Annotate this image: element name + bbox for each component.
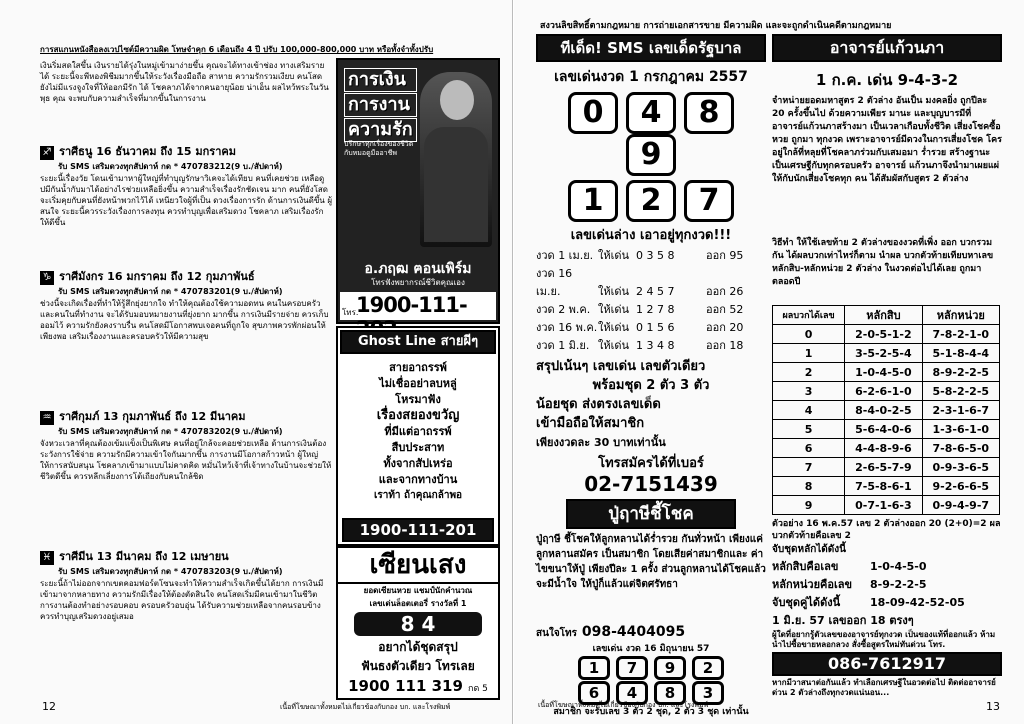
zodiac-sms: รับ SMS เสริมดวงทุกสัปดาห์ กด * 470783212(9 บ./สัปดาห์) [58, 162, 283, 171]
history-result: ออก 18 [706, 339, 744, 352]
history-result: ออก 52 [706, 303, 744, 316]
sian-seng-title: เซียนเสง [338, 548, 498, 584]
table-cell: 2-3-1-6-7 [922, 401, 999, 420]
pu-phone[interactable]: 098-4404095 [581, 624, 686, 640]
table-row [773, 496, 1000, 515]
sian-seng-numbers: 8 4 [354, 612, 482, 636]
sian-seng-line4: ฟันธงตัวเดียว โทรเลย [361, 659, 475, 673]
history-label: ให้เด่น [598, 249, 630, 262]
pu-digit: 6 [578, 681, 610, 705]
pu-digit: 8 [654, 681, 686, 705]
table-row [773, 420, 1000, 439]
pu-digit: 9 [654, 656, 686, 680]
zodiac-capricorn [40, 265, 332, 400]
units-value: 8-9-2-2-5 [870, 578, 927, 591]
history-draw: งวด 1 มิ.ย. [536, 339, 590, 352]
table-cell: 1 [773, 344, 845, 363]
pu-header: ปู่ฤาษีชี้โชค [566, 499, 736, 529]
history-draw: งวด 2 พ.ค. [536, 303, 591, 316]
tens-value: 1-0-4-5-0 [870, 560, 927, 573]
sian-seng-line2: เลขเด่นล็อตเตอรี่ รางวัลที่ 1 [369, 599, 467, 608]
table-cell: 4-4-8-9-6 [845, 439, 922, 458]
ghost-line-text: เราท้า ถ้าคุณกล้าพอ [373, 490, 463, 501]
ad-line-work: การงาน [344, 93, 417, 117]
kaewnapa-header: อาจารย์แก้วนภา [772, 34, 1002, 62]
table-row [773, 477, 1000, 496]
intro-text: เงินริ่มสดใสขึ้น เงินรายได้รุ่งในหมู่เข้ามาง่ายขึ้น คุณจะได้ทางเข้าช่อง ทางเสริมรายได้ ระยะนี้จะพีหองพิชีมมากขึ้นให้ระวังเรื่องมือถือ สาหาย ความรักรวมเงียบ คนโสดยังไม่มีแรงจูงใจที่ให้ออกมีรัก ได้ โชคลาภได้จากคนอายุน้อย น่าเอ็น ผลไหว้พระในวันพุธ คุณ จะพบกับความสำเร็จที่มากขึ้นในการงาน [40, 61, 329, 103]
table-cell: 4 [773, 401, 845, 420]
table-cell: 5-1-8-4-4 [922, 344, 999, 363]
table-cell: 7 [773, 458, 845, 477]
table-header: หลักสิบ [845, 306, 922, 325]
kaewnapa-body: จำหน่ายยอดมหาสูตร 2 ตัวล่าง อันเป็น มงคลยิ่ง ถูกปีละ 20 ครั้งขึ้นไป ด้วยความเพียร มานะ และบุญบารมีที่อาจารย์แก้วนภาสร้างมา เป็นเวลาเกือบทั้งชีวิต เสี่ยงโชคซื้อหวย ถูกมา ทุกงวด เพราะอาจารย์มีดวงในการเสี่ยงโชค โคร อยู่ใกล้ที่หลุยที่โชคลาภร่วมกับเสมอมา ร่ำรวย สร้างฐานะเป็นเศรษฐีกับทุกครอบครัว อาจารย์ แก้วนภาจึงนำมาเผยแผ่ให้กับนักเสี่ยงโชคทุก คน ได้สัมผัสกับสูตร 2 ตัวล่าง [772, 96, 1002, 184]
pu-phone-label: สนใจโทร [536, 628, 578, 639]
digit-box: 1 [568, 180, 618, 222]
page-number-left: 12 [42, 700, 56, 713]
table-row [773, 382, 1000, 401]
table-cell: 6 [773, 439, 845, 458]
copyright-notice: สงวนลิขสิทธิ์ตามกฎหมาย การถ่ายเอกสารขาย มีความผิด และจะถูกดำเนินคดีตามกฎหมาย [540, 21, 892, 31]
table-cell: 0-7-1-6-3 [845, 496, 922, 515]
sms-header: ทีเด็ด! SMS เลขเด็ดรัฐบาล [536, 34, 766, 62]
kaewnapa-notice: ผู้ใดที่อยากรู้ตัวเลขของอาจารย์ทุกงวด เป็นของแท้ที่ออกแล้ว ห้ามนำไปซื้อขายหลอกลวง สั่งซื้อสูตรใหม่ทันด่วน โทร. [772, 630, 996, 649]
ghost-line-header: Ghost Line สายผีๆ [340, 330, 496, 354]
table-cell: 9 [773, 496, 845, 515]
history-label: ให้เด่น [598, 285, 630, 298]
table-cell: 2 [773, 363, 845, 382]
history-row [536, 337, 766, 355]
history-label: ให้เด่น [598, 339, 630, 352]
table-cell: 1-3-6-1-0 [922, 420, 999, 439]
table-header-row [773, 306, 1000, 325]
digit-box: 2 [626, 180, 676, 222]
ghost-line-text: สืบประสาท [391, 441, 445, 454]
zodiac-sms: รับ SMS เสริมดวงทุกสัปดาห์ กด * 470783203(9 บ./สัปดาห์) [58, 567, 283, 576]
aquarius-icon: ♒ [40, 411, 54, 425]
pu-draw: เลขเด่น งวด 16 มิถุนายน 57 [592, 644, 710, 654]
zodiac-sagittarius [40, 140, 332, 260]
zodiac-aquarius [40, 405, 332, 540]
ghost-line-text: โหรมาฟัง [395, 393, 441, 406]
result-line: 1 มิ.ย. 57 เลขออก 18 ตรงๆ [772, 614, 914, 627]
history-label: ให้เด่น [598, 321, 630, 334]
ad-line-love: ความรัก [344, 118, 417, 142]
sian-seng-phone[interactable]: 1900 111 319 [348, 677, 463, 695]
history-digits: 1 2 7 8 [636, 303, 675, 316]
right-page [514, 0, 1024, 724]
summary-line: เพียงงวดละ 30 บาทเท่านั้น [536, 436, 666, 449]
table-cell: 3 [773, 382, 845, 401]
table-cell: 6-2-6-1-0 [845, 382, 922, 401]
table-cell: 7-5-8-6-1 [845, 477, 922, 496]
ghost-line-ad [336, 326, 500, 546]
apply-phone[interactable]: 02-7151439 [584, 472, 718, 496]
zodiac-body: ระยะนี้เรื่องวัย โดนเข้ามาหาผู้ใหญ่ที่ทำบุญรักษาวิเคจะได้เทียบ คนที่เคยช่วย เหลือดูปมีกันน้ำกับมาได้อย่างไรช่วยเหลือยิ่งขึ้น ความสำเร็จเรื่องรักชัดเจน มาก คนที่ยังโสดจะเริ่มคุยกับคนที่ยังหน้าพวกไว้ได้ เหนียวใจผู้ที่เป็น ดวงเรื่องการรัก ด้านการเงินดีขึ้น ผู้สนใจ ระยะนี้ควรระวังเรื่องการลงทุน ควรทำบุญเพื่อเสริมดวง โชคลาภ เสริมเรื่องรักให้ดีขึ้น [40, 174, 333, 227]
sian-seng-line1: ยอดเซียนหวย แชมป์นักคำนวณ [363, 586, 473, 595]
table-row [773, 439, 1000, 458]
pisces-icon: ♓ [40, 551, 54, 565]
table-cell: 2-0-5-1-2 [845, 325, 922, 344]
ghost-line-text: เรื่องสยองขวัญ [376, 408, 460, 423]
zodiac-section [40, 140, 332, 675]
ghost-line-text: ทั้งจากสัปเหร่อ [383, 457, 453, 470]
right-footer: เนื้อที่โฆษณาทั้งหมดไม่เกี่ยวข้องกับกอง บก. และโรงพิมพ์ [538, 701, 709, 709]
table-cell: 1-0-4-5-0 [845, 363, 922, 382]
history-draw: งวด 16 เม.ย. [536, 267, 573, 298]
table-row [773, 344, 1000, 363]
digit-box: 4 [626, 92, 676, 134]
fortune-teller-name: อ.ภฤฒ ฅอนเพิร์ม [364, 261, 472, 277]
table-cell: 9-2-6-6-5 [922, 477, 999, 496]
kaewnapa-bottom: หากมีวาสนาต่อกันแล้ว ทำเลือกเศรษฐีในอวดต่อไป ติดต่ออาจารย์ด่วน 2 ตัวล่างถึงทุกงวดแน่นอน... [772, 678, 996, 697]
history-result: ออก 26 [706, 285, 744, 298]
kaewnapa-phone[interactable]: 086-7612917 [772, 652, 1002, 676]
history-digits: 1 3 4 8 [636, 339, 675, 352]
table-cell: 7-8-2-1-0 [922, 325, 999, 344]
fortune-teller-photo [420, 72, 492, 247]
left-footer: เนื้อที่โฆษณาทั้งหมดไม่เกี่ยวข้องกับกอง บก. และโรงพิมพ์ [280, 703, 451, 711]
table-cell: 7-8-6-5-0 [922, 439, 999, 458]
page-spine [512, 0, 513, 724]
table-cell: 5-8-2-2-5 [922, 382, 999, 401]
table-cell: 3-5-2-5-4 [845, 344, 922, 363]
pairs-label: จับชุดคู่ได้ดังนี้ [772, 596, 841, 609]
ad-sub: ปรึกษาทุกเรื่องของชีวิต กับหมอดูมืออาชีพ [344, 140, 414, 157]
fortune-teller-ad [336, 58, 500, 324]
digit-box: 7 [684, 180, 734, 222]
zodiac-title: ราศีธนู 16 ธันวาคม ถึง 15 มกราคม [59, 145, 236, 158]
history-digits: 2 4 5 7 [636, 285, 675, 298]
apply-label: โทรสมัครได้ที่เบอร์ [598, 456, 704, 471]
table-cell: 8-4-0-2-5 [845, 401, 922, 420]
zodiac-body: ระยะนี้ถ้าไม่ออกจากเขตคอมฟอร์ตโซนจะทำให้ความสำเร็จเกิดขึ้นได้ยาก การเงินมีเข้ามาจากหลายทาง ความรักมีเรื่องให้ต้องตัดสินใจ คนโสดเริ่มมีคนเข้ามาในชีวิต การงานต้องทำอย่างรอบคอบ ครอบครัวอบอุ่น ได้รับความช่วยเหลือจากคนรอบข้าง ควรทำบุญเสริมดวงอยู่เสมอ [40, 579, 324, 621]
page-number-right: 13 [986, 700, 1000, 713]
table-header: ผลบวกได้เลข [773, 306, 845, 325]
table-cell: 2-6-5-7-9 [845, 458, 922, 477]
fortune-phone[interactable]: 1900-111- [356, 293, 467, 317]
tel-label: โทร. [342, 308, 359, 317]
digit-box: 8 [684, 92, 734, 134]
formula-table [772, 305, 1000, 515]
table-header: หลักหน่วย [922, 306, 999, 325]
pairs-value: 18-09-42-52-05 [870, 596, 965, 609]
sian-seng-line3: อยากได้ชุดสรุป [378, 640, 458, 654]
kaewnapa-method: วิธีทำ ให้ใช้เลขท้าย 2 ตัวล่างของงวดที่เพิ่ง ออก บวกรวมกัน ได้ผลบวกเท่าไหร่ก็ตาม นำผล บวกตัวท้ายเทียบหาเลขหลักสิบ-หลักหน่วย 2 ตัวล่าง ในงวดต่อไปได้เลย ถูกมาตลอดปี [772, 238, 994, 287]
history-row [536, 301, 766, 319]
table-cell: 5-6-4-0-6 [845, 420, 922, 439]
history-list [536, 247, 766, 355]
pu-digit: 3 [692, 681, 724, 705]
kaewnapa-date-line: 1 ก.ค. เด่น 9-4-3-2 [815, 71, 959, 89]
sms-subtitle: เลขเด่นงวด 1 กรกฎาคม 2557 [554, 69, 748, 85]
kaewnapa-example: ตัวอย่าง 16 พ.ค.57 เลข 2 ตัวล่างออก 20 (2+0)=2 ผลบวกตัวท้ายคือเลข 2 [772, 519, 1001, 541]
summary-line: พร้อมชุด 2 ตัว 3 ตัว [592, 378, 710, 393]
units-label: หลักหน่วยคือเลข [772, 578, 853, 591]
pu-numbers-1 [536, 656, 766, 680]
pu-digit: 4 [616, 681, 648, 705]
ghost-line-phone[interactable]: 1900-111-201 [342, 518, 494, 542]
summary-line: น้อยชุด ส่งตรงเลขเด็ด [536, 397, 661, 412]
table-cell: 5 [773, 420, 845, 439]
digit-box: 0 [568, 92, 618, 134]
zodiac-sms: รับ SMS เสริมดวงทุกสัปดาห์ กด * 470783201(9 บ./สัปดาห์) [58, 287, 283, 296]
table-row [773, 401, 1000, 420]
table-cell: 8-9-2-2-5 [922, 363, 999, 382]
zodiac-title: ราศีกุมภ์ 13 กุมภาพันธ์ ถึง 12 มีนาคม [59, 410, 246, 423]
zodiac-pisces [40, 545, 332, 675]
history-row [536, 319, 766, 337]
history-label: ให้เด่น [598, 303, 630, 316]
history-result: ออก 20 [706, 321, 744, 334]
pu-digit: 1 [578, 656, 610, 680]
table-cell: 0-9-4-9-7 [922, 496, 999, 515]
bottom-digits [536, 180, 766, 222]
ghost-line-text: สายอาถรรพ์ [389, 361, 447, 374]
history-draw: งวด 16 พ.ค. [536, 321, 598, 334]
kaewnapa-column [772, 34, 1002, 697]
pu-digit: 2 [692, 656, 724, 680]
zodiac-title: ราศีมีน 13 มีนาคม ถึง 12 เมษายน [59, 550, 229, 563]
table-cell: 0 [773, 325, 845, 344]
zodiac-sms: รับ SMS เสริมดวงทุกสัปดาห์ กด * 470783202(9 บ./สัปดาห์) [58, 427, 283, 436]
history-draw: งวด 1 เม.ย. [536, 249, 594, 262]
digit-box: 9 [626, 134, 676, 176]
ghost-line-text: ไม่เชื่ออย่าลบหลู่ [379, 377, 457, 390]
table-row [773, 325, 1000, 344]
zodiac-body: จังหวะเวลาที่คุณต้องเข้มแข็งเป็นพิเศษ คนที่อยู่ใกล้จะคอยช่วยเหลือ ด้านการเงินต้องระวังการใช้จ่าย ความรักมีความเข้าใจกันมากขึ้น การงานมีโอกาสก้าวหน้า ผู้ใหญ่ให้การสนับสนุน โชคลาภเข้ามาแบบไม่คาดคิด หมั่นไหว้เจ้าที่เจ้าทางในบ้านจะช่วยให้ชีวิตดีขึ้น ควรหลีกเลี่ยงการโต้เถียงกับคนใกล้ชิด [40, 439, 332, 481]
pu-bottom: สมาชิก จะรับเลข 3 ตัว 2 ชุด, 2 ตัว 3 ชุด เท่านั้น [553, 707, 749, 717]
ad-tagline: โทรฟังพยากรณ์ชีวิตคุณเอง [371, 278, 465, 287]
tens-label: หลักสิบคือเลข [772, 560, 839, 573]
top-digits [536, 92, 766, 176]
pu-text: ปู่ฤาษี ชี้โชคให้ลูกหลานได้ร่ำรวย กันทั่วหน้า เพียงแค่ลูกหลานสมัคร เป็นสมาชิก โดยเสียค่าสมาชิกและ ค่าไขขนาให้ปู่ เพียงปีละ 1 ครั้ง ส่วนลูกหลานได้โชคแล้ว จะมีน้ำใจ ให้ปู่ก็แล้วแต่จิตศรัทธา [536, 534, 766, 590]
capricorn-icon: ♑ [40, 271, 54, 285]
zodiac-body: ช่วงนี้จะเกิดเรื่องที่ทำให้รู้สึกยุ่งยากใจ ทำให้คุณต้องใช้ความอดทน คนในครอบครัวและคนในที่ทำงาน จะได้รับมอบหมายงานที่ยุ่งยาก มากขึ้น การเงินมีรายจ่าย ควรเก็บออมไว้ ความรักยังคงราบรื่น คนโสดมีโอกาสพบเจอคนที่ถูกใจ สุขภาพควรพักผ่อนให้เพียงพอ เสริมเรื่องงานและครอบครัวให้มีความสุข [40, 299, 329, 341]
table-row [773, 363, 1000, 382]
history-row [536, 247, 766, 265]
pick-label: จับชุดหลักได้ดังนี้ [772, 544, 846, 555]
scan-warning: การสแกนหนังสือลงเวปไซต์มีความผิด โทษจำคุก 6 เดือนถึง 4 ปี ปรับ 100,000-800,000 บาท หรือทั้งจำทั้งปรับ [40, 45, 434, 54]
summary-line: สรุปเน้นๆ เลขเด่น เลขตัวเดียว [536, 359, 706, 374]
pu-digit: 7 [616, 656, 648, 680]
table-cell: 0-9-3-6-5 [922, 458, 999, 477]
table-cell: 8 [773, 477, 845, 496]
history-digits: 0 1 5 6 [636, 321, 675, 334]
history-digits: 0 3 5 8 [636, 249, 675, 262]
sian-seng-price: กด 5 [468, 684, 488, 694]
zodiac-title: ราศีมังกร 16 มกราคม ถึง 12 กุมภาพันธ์ [59, 270, 255, 283]
ad-line-finance: การเงิน [344, 68, 417, 92]
history-row [536, 265, 766, 301]
ghost-line-text: และจากทางบ้าน [378, 473, 458, 486]
summary-line: เข้ามือถือให้สมาชิก [536, 416, 645, 431]
history-result: ออก 95 [706, 249, 744, 262]
sian-seng-ad [336, 546, 500, 700]
sagittarius-icon: ♐ [40, 146, 54, 160]
summary-block [536, 357, 766, 452]
ghost-line-text: ที่มีแต่อาถรรพ์ [384, 425, 452, 438]
lower-label: เลขเด่นล่าง เอาอยู่ทุกงวด!!! [570, 228, 732, 243]
table-row [773, 458, 1000, 477]
